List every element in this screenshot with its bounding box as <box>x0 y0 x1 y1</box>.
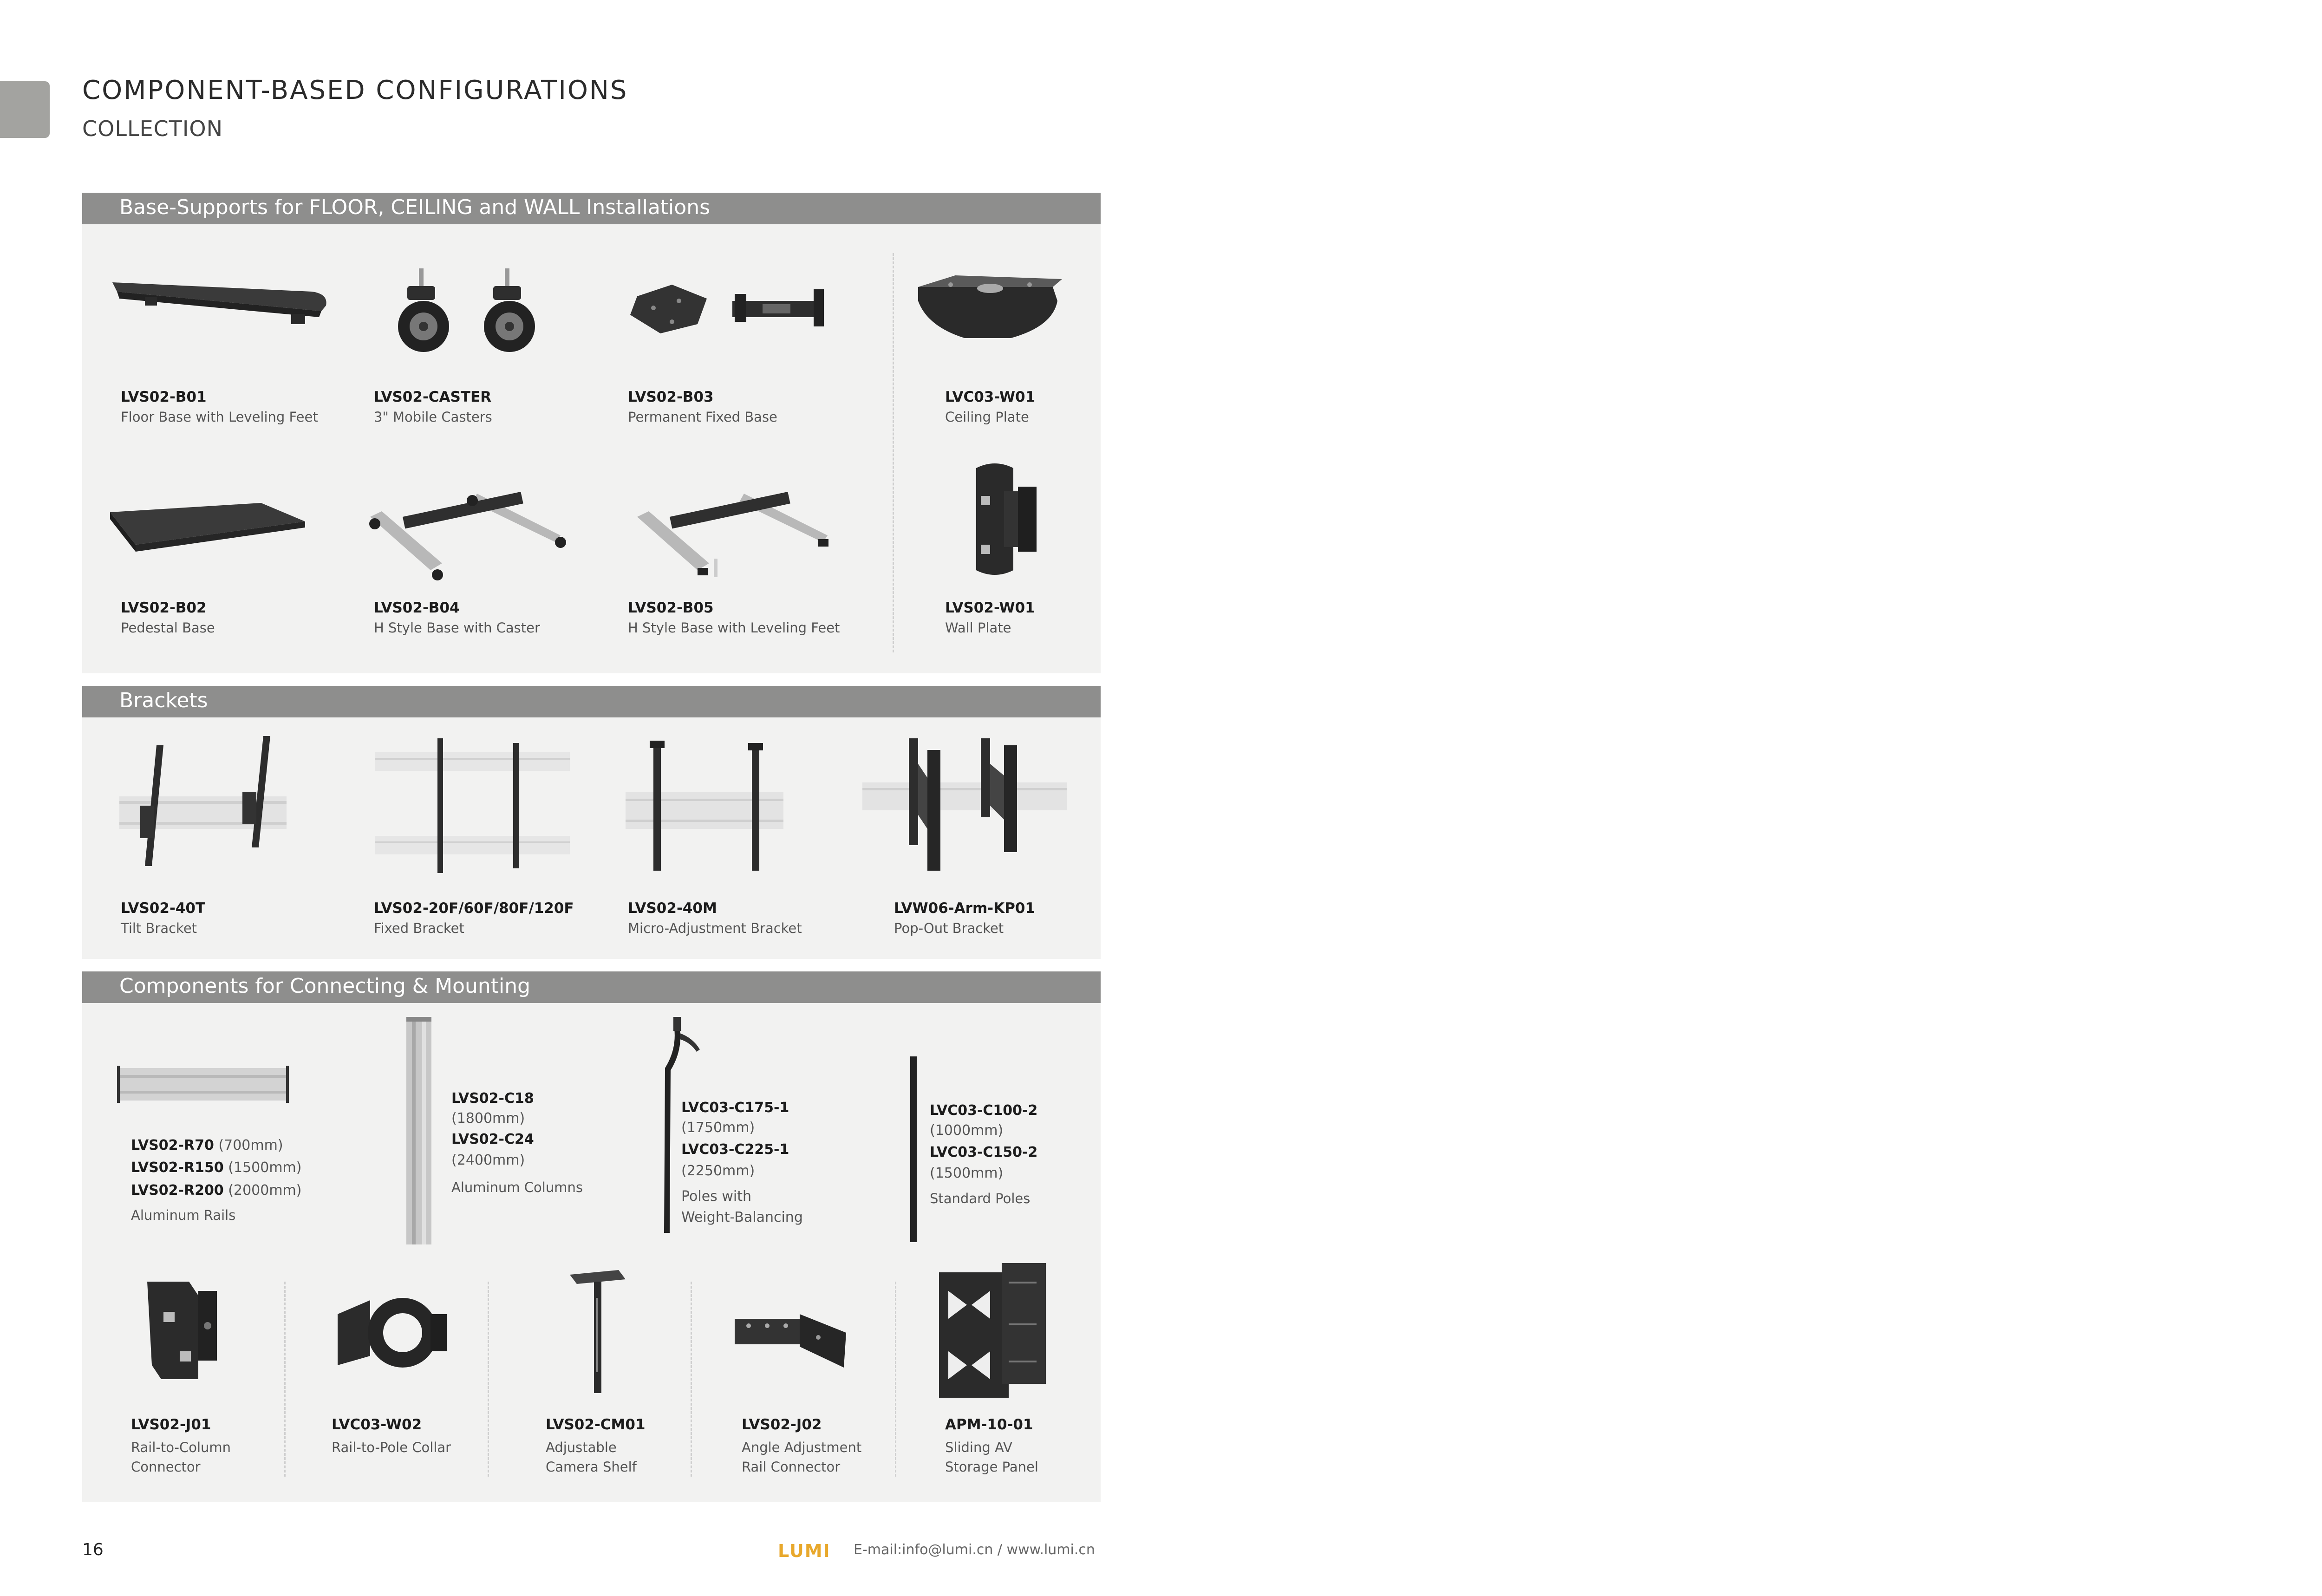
page-title: COMPONENT-BASED CONFIGURATIONS <box>82 75 628 105</box>
rail-spec-line: LVS02-R150 (1500mm) <box>131 1160 302 1176</box>
section-panel-brackets <box>82 717 1101 959</box>
product-desc: Rail-to-Column <box>131 1440 231 1455</box>
product-sku: APM-10-01 <box>945 1416 1033 1433</box>
pole-desc-line: Weight-Balancing <box>681 1209 803 1225</box>
camera-shelf-icon <box>565 1270 630 1395</box>
pole-desc-line: Poles with <box>681 1188 751 1205</box>
product-desc: H Style Base with Caster <box>374 620 540 636</box>
fixed-base-icon <box>628 280 841 336</box>
pole-spec-line: LVC03-C175-1 <box>681 1100 789 1116</box>
divider <box>893 253 894 652</box>
micro-bracket-icon <box>626 736 793 875</box>
product-sku: LVS02-B05 <box>628 599 714 616</box>
pole-spec-line: LVC03-C225-1 <box>681 1141 789 1158</box>
product-sku: LVC03-W02 <box>332 1416 422 1433</box>
rail-column-connector-icon <box>133 1277 226 1384</box>
page-number: 16 <box>82 1540 104 1559</box>
column-spec-line: LVS02-C24 <box>451 1131 534 1147</box>
product-desc: Micro-Adjustment Bracket <box>628 920 802 936</box>
product-desc: Rail-to-Pole Collar <box>332 1440 451 1455</box>
product-sku: LVW06-Arm-KP01 <box>894 900 1036 917</box>
section-header-components <box>82 971 1101 1003</box>
product-desc: Storage Panel <box>945 1459 1038 1475</box>
divider <box>691 1282 692 1477</box>
divider <box>895 1282 896 1477</box>
h-base-feet-icon <box>628 484 841 582</box>
angle-connector-icon <box>735 1300 855 1375</box>
floor-base-icon <box>108 273 335 338</box>
product-desc: Wall Plate <box>945 620 1011 636</box>
wall-plate-icon <box>962 459 1041 580</box>
fixed-bracket-icon <box>375 738 570 873</box>
section-title: Base-Supports for FLOOR, CEILING and WALL Installations <box>119 195 711 219</box>
product-desc: H Style Base with Leveling Feet <box>628 620 840 636</box>
section-header-base-supports <box>82 193 1101 224</box>
product-desc: Pop-Out Bracket <box>894 920 1004 936</box>
pedestal-base-icon <box>108 501 312 561</box>
product-sku: LVS02-W01 <box>945 599 1035 616</box>
section-panel-components <box>82 1003 1101 1502</box>
popout-bracket-icon <box>862 736 1067 875</box>
product-sku: LVS02-J02 <box>742 1416 822 1433</box>
standard-pole-icon <box>907 1056 920 1242</box>
product-desc: Fixed Bracket <box>374 920 464 936</box>
page-subtitle: COLLECTION <box>82 116 223 141</box>
product-desc: Permanent Fixed Base <box>628 409 777 425</box>
product-sku: LVS02-40M <box>628 900 717 917</box>
product-desc: Rail Connector <box>742 1459 841 1475</box>
brand-logo: LUMI <box>778 1541 831 1561</box>
section-tab-marker <box>0 81 50 138</box>
product-desc: Angle Adjustment <box>742 1440 862 1455</box>
product-sku: LVS02-J01 <box>131 1416 211 1433</box>
column-spec-line: (2400mm) <box>451 1152 525 1168</box>
product-desc: Ceiling Plate <box>945 409 1029 425</box>
product-desc: Standard Poles <box>930 1191 1031 1206</box>
pole-spec-line: LVC03-C150-2 <box>930 1144 1038 1160</box>
aluminum-rail-icon <box>117 1066 289 1103</box>
aluminum-column-icon <box>403 1017 435 1244</box>
tilt-bracket-icon <box>119 736 287 875</box>
section-header-brackets <box>82 686 1101 717</box>
product-sku: LVS02-B04 <box>374 599 460 616</box>
contact-info: E-mail:info@lumi.cn / www.lumi.cn <box>854 1542 1095 1558</box>
pole-spec-line: (1500mm) <box>930 1165 1004 1181</box>
column-spec-line: LVS02-C18 <box>451 1090 534 1107</box>
caster-icon <box>389 268 556 366</box>
divider <box>284 1282 286 1477</box>
product-desc: Sliding AV <box>945 1440 1012 1455</box>
product-sku: LVC03-W01 <box>945 389 1036 405</box>
product-sku: LVS02-B01 <box>121 389 207 405</box>
section-title: Brackets <box>119 689 208 712</box>
storage-panel-icon <box>934 1263 1050 1402</box>
product-desc: Aluminum Columns <box>451 1179 583 1195</box>
product-sku: LVS02-CASTER <box>374 389 492 405</box>
product-desc: Floor Base with Leveling Feet <box>121 409 318 425</box>
product-sku: LVS02-B03 <box>628 389 714 405</box>
section-panel-base-supports <box>82 224 1101 673</box>
pole-spec-line: (2250mm) <box>681 1163 755 1179</box>
product-desc: 3" Mobile Casters <box>374 409 492 425</box>
product-desc: Tilt Bracket <box>121 920 197 936</box>
product-desc: Adjustable <box>546 1440 617 1455</box>
product-desc: Camera Shelf <box>546 1459 637 1475</box>
section-title: Components for Connecting & Mounting <box>119 974 531 998</box>
rail-spec-line: LVS02-R200 (2000mm) <box>131 1182 302 1199</box>
product-desc: Pedestal Base <box>121 620 215 636</box>
product-sku: LVS02-20F/60F/80F/120F <box>374 900 574 917</box>
pole-collar-icon <box>333 1286 454 1379</box>
pole-spec-line: (1750mm) <box>681 1120 755 1136</box>
h-base-caster-icon <box>361 484 574 582</box>
product-sku: LVS02-40T <box>121 900 206 917</box>
product-desc: Aluminum Rails <box>131 1207 236 1223</box>
divider <box>488 1282 489 1477</box>
column-spec-line: (1800mm) <box>451 1110 525 1127</box>
ceiling-plate-icon <box>913 275 1071 354</box>
rail-spec-line: LVS02-R70 (700mm) <box>131 1137 283 1153</box>
pole-spec-line: LVC03-C100-2 <box>930 1102 1038 1119</box>
product-desc: Connector <box>131 1459 201 1475</box>
product-sku: LVS02-CM01 <box>546 1416 646 1433</box>
product-sku: LVS02-B02 <box>121 599 207 616</box>
pole-spec-line: (1000mm) <box>930 1122 1004 1139</box>
